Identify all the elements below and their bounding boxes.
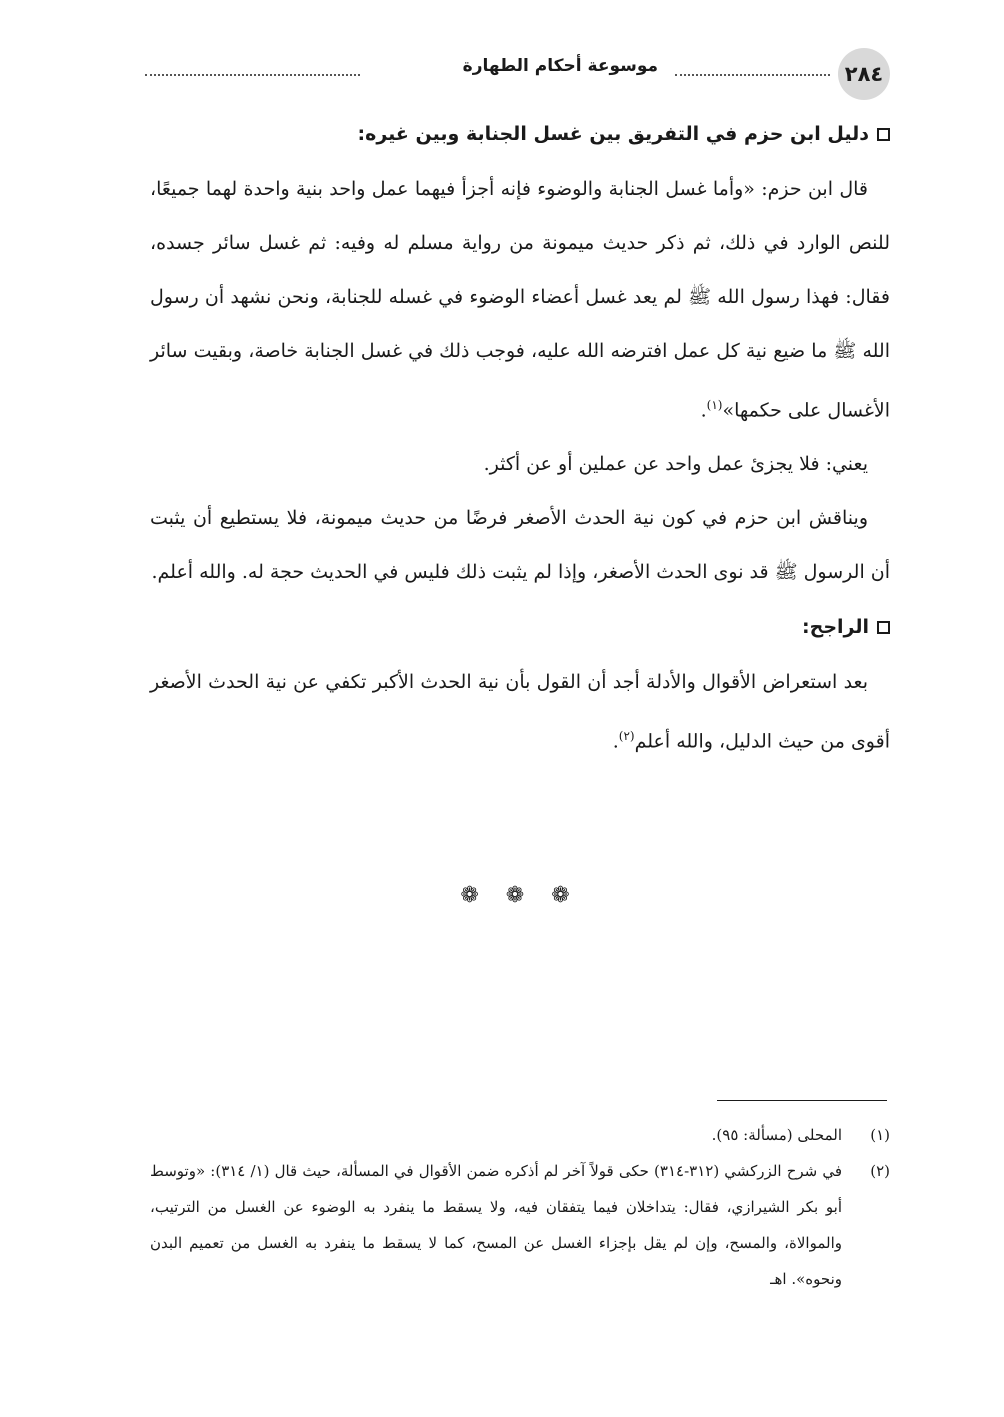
section-heading bbox=[150, 605, 890, 649]
header-dotted-rule bbox=[675, 74, 830, 76]
paragraph bbox=[150, 162, 890, 437]
main-text bbox=[150, 112, 890, 769]
footnote-number: (١) bbox=[870, 1126, 890, 1144]
footnote-item bbox=[150, 1153, 890, 1297]
footnote-text: المحلى (مسألة: ٩٥). bbox=[711, 1126, 842, 1144]
book-title: موسوعة أحكام الطهارة bbox=[462, 56, 658, 76]
section-heading bbox=[150, 112, 890, 156]
paragraph bbox=[150, 655, 890, 768]
paragraph: يعني: فلا يجزئ عمل واحد عن عملين أو عن أكثر. bbox=[483, 453, 868, 476]
section-heading-text: دليل ابن حزم في التفريق بين غسل الجنابة وبين غيره: bbox=[357, 123, 869, 145]
paragraph-text: قال ابن حزم: «وأما غسل الجنابة والوضوء فإنه أجزأ فيهما عمل واحد بنية واحدة لهما جميعًا، للنص الوارد في ذلك، ثم ذكر حديث ميمونة من رواية مسلم له وفيه: ثم غسل سائر جسده، فقال: فهذا رسول الله ﷺ لم يعد غسل أعضاء الوضوء في غسله للجنابة، ونحن نشهد أن رسول الله ﷺ ما ضيع نية كل عمل افترضه الله عليه، فوجب ذلك في غسل الجنابة خاصة، وبقيت سائر الأغسال على حكمها» bbox=[150, 178, 890, 422]
footnotes bbox=[150, 1117, 890, 1297]
checkbox-bullet-icon bbox=[877, 128, 890, 141]
paragraph-end: . bbox=[700, 399, 707, 422]
header-dotted-rule bbox=[145, 74, 360, 76]
footnote-number: (٢) bbox=[870, 1162, 890, 1180]
footnote-separator bbox=[717, 1100, 887, 1101]
footnote-ref: (١) bbox=[706, 398, 723, 412]
paragraph: ويناقش ابن حزم في كون نية الحدث الأصغر فرضًا من حديث ميمونة، فلا يستطيع أن يثبت أن الرسول ﷺ قد نوى الحدث الأصغر، وإذا لم يثبت ذلك فليس في الحديث حجة له. والله أعلم. bbox=[150, 507, 890, 584]
footnote-item bbox=[150, 1117, 890, 1153]
section-heading-text: الراجح: bbox=[802, 616, 869, 639]
paragraph-text: بعد استعراض الأقوال والأدلة أجد أن القول بأن نية الحدث الأكبر تكفي عن نية الحدث الأصغر أقوى من حيث الدليل، والله أعلم bbox=[150, 671, 890, 753]
paragraph-end: . bbox=[612, 730, 619, 753]
footnote-text: في شرح الزركشي (٣١٢-٣١٤) حكى قولاً آخر لم أذكره ضمن الأقوال في المسألة، حيث قال (١/ ٣١٤): «وتوسط أبو بكر الشيرازي، فقال: يتداخلان فيما يتفقان فيه، ولا يسقط ما ينفرد به الوضوء عن الغسل من الترتيب، والموالاة، والمسح، وإن لم يقل بإجزاء الغسل عن المسح، كما لا يسقط ما ينفرد به الغسل من تعميم البدن ونحوه». اهـ bbox=[150, 1162, 843, 1288]
page-header bbox=[145, 48, 890, 98]
section-ornament: ❁ ❁ ❁ bbox=[460, 883, 580, 908]
checkbox-bullet-icon bbox=[877, 621, 890, 634]
footnote-ref: (٢) bbox=[618, 729, 635, 744]
page-number: ٢٨٤ bbox=[838, 48, 890, 100]
